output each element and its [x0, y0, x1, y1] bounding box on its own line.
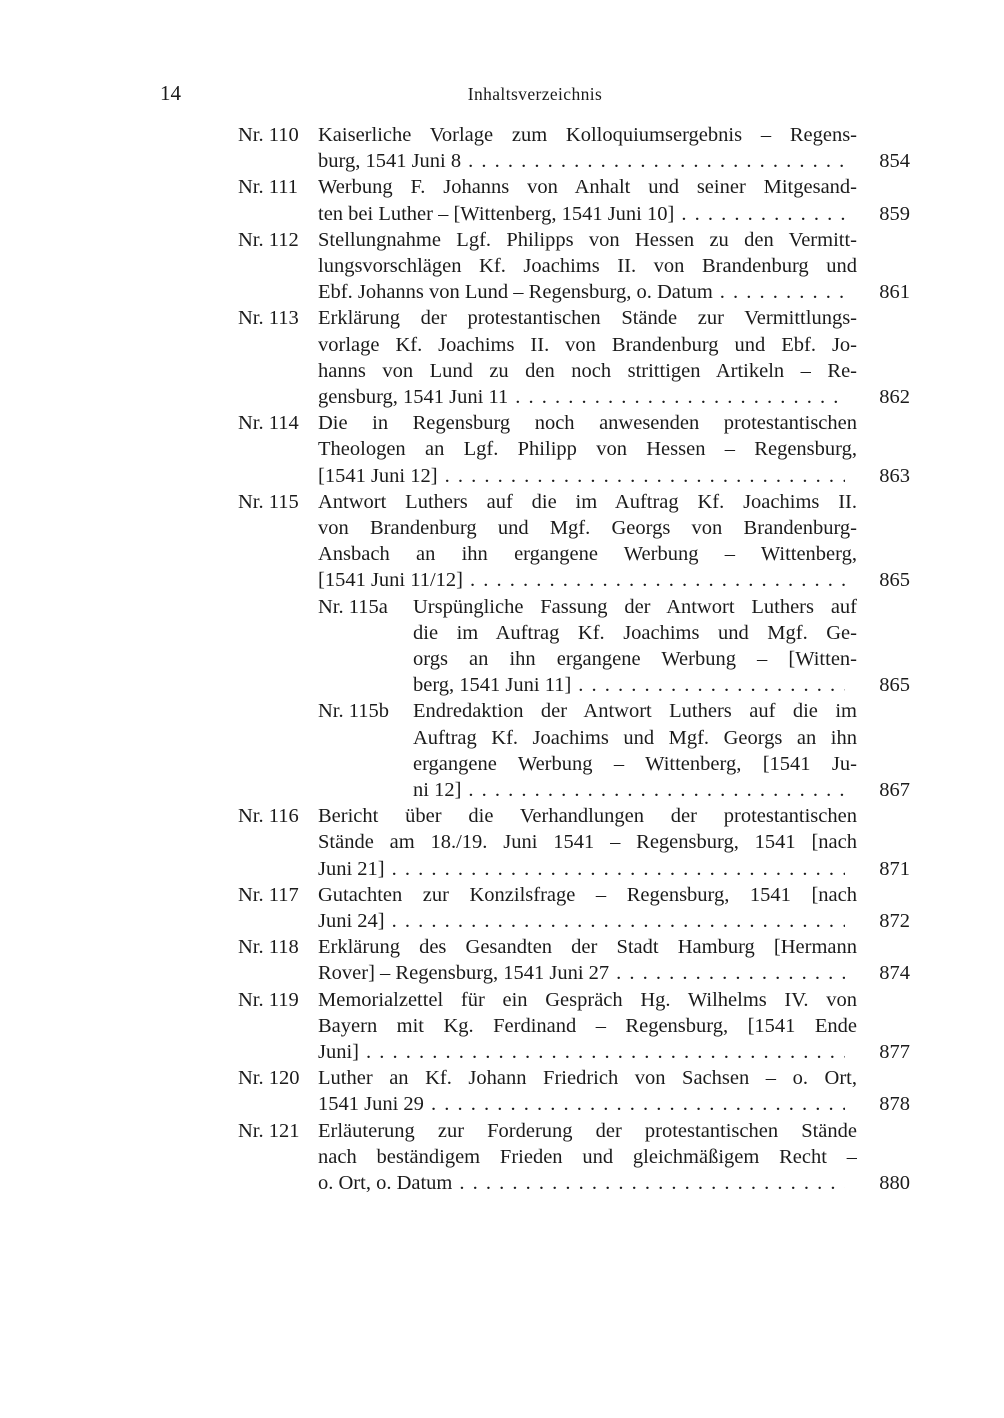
- entry-title-text: [1541 Juni 11/12]: [318, 569, 464, 592]
- toc-entry-line: [238, 410, 910, 436]
- toc-entry-line: [238, 829, 910, 855]
- toc-entry: [160, 122, 910, 174]
- toc-entry-line: [238, 305, 910, 331]
- toc-entry-line: [238, 201, 910, 227]
- entry-title-text: Ansbach an ihn ergangene Werbung – Wittenberg,: [318, 543, 857, 566]
- running-head: [160, 80, 910, 122]
- toc-entry-line: [238, 908, 910, 934]
- entry-number: Nr. 115: [238, 490, 299, 513]
- entry-page-ref: 880: [879, 1171, 910, 1194]
- entry-title-text: berg, 1541 Juni 11]: [413, 674, 572, 697]
- dot-leader: [578, 672, 845, 698]
- toc-entry: [160, 594, 910, 699]
- toc-entry: [160, 698, 910, 803]
- dot-leader: [720, 279, 845, 305]
- toc-entry-line: [238, 384, 910, 410]
- entry-title-text: o. Ort, o. Datum: [318, 1171, 453, 1194]
- toc-entry-line: [238, 279, 910, 305]
- entry-title-text: Urspüngliche Fassung der Antwort Luthers auf: [413, 595, 857, 618]
- entry-title-text: Bericht über die Verhandlungen der protestantischen: [318, 805, 857, 828]
- entry-page-ref: 862: [879, 385, 910, 408]
- entry-title-text: [1541 Juni 12]: [318, 464, 438, 487]
- entry-title-text: Juni]: [318, 1040, 359, 1063]
- entry-title-text: ten bei Luther – [Wittenberg, 1541 Juni 10]: [318, 202, 675, 225]
- entry-title-text: 1541 Juni 29: [318, 1093, 424, 1116]
- toc-entry-line: [238, 227, 910, 253]
- toc-entry-line: [238, 960, 910, 986]
- toc-entry-line: [318, 777, 910, 803]
- entry-title-text: Ebf. Johanns von Lund – Regensburg, o. Datum: [318, 281, 713, 304]
- entry-number: Nr. 121: [238, 1119, 300, 1142]
- entry-number: Nr. 113: [238, 307, 299, 330]
- entry-title-text: die im Auftrag Kf. Joachims und Mgf. Ge-: [413, 621, 857, 644]
- entry-title-text: Gutachten zur Konzilsfrage – Regensburg, 1541 [nach: [318, 883, 857, 906]
- toc-entry: [160, 174, 910, 226]
- entry-title-text: lungsvorschlägen Kf. Joachims II. von Brandenburg und: [318, 255, 857, 278]
- entry-number: Nr. 118: [238, 936, 299, 959]
- toc-entry-line: [318, 698, 910, 724]
- page-title: Inhaltsverzeichnis: [467, 84, 603, 104]
- toc-entry-line: [238, 174, 910, 200]
- toc-entry: [160, 934, 910, 986]
- toc-entry-line: [238, 1039, 910, 1065]
- entry-title-text: Erklärung des Gesandten der Stadt Hamburg [Hermann: [318, 936, 857, 959]
- toc-entry-line: [318, 646, 910, 672]
- dot-leader: [470, 567, 845, 593]
- entry-title-text: Kaiserliche Vorlage zum Kolloquiumsergebnis – Regens-: [318, 124, 857, 146]
- dot-leader: [445, 463, 845, 489]
- toc-entry-line: [238, 358, 910, 384]
- toc-entry-line: [238, 148, 910, 174]
- dot-leader: [616, 960, 845, 986]
- toc-entry-line: [238, 436, 910, 462]
- entry-page-ref: 861: [879, 281, 910, 304]
- toc-entry-line: [238, 1065, 910, 1091]
- entry-number: Nr. 111: [238, 176, 298, 199]
- entry-page-ref: 859: [879, 202, 910, 225]
- entry-number: Nr. 120: [238, 1067, 300, 1090]
- toc-entry-line: [318, 751, 910, 777]
- dot-leader: [515, 384, 845, 410]
- entry-number: Nr. 115b: [318, 700, 389, 723]
- toc-entry: [160, 1118, 910, 1197]
- entry-title-text: Auftrag Kf. Joachims und Mgf. Georgs an ihn: [413, 726, 857, 749]
- table-of-contents: [160, 122, 910, 1196]
- entry-title-text: ergangene Werbung – Wittenberg, [1541 Ju-: [413, 752, 857, 775]
- toc-entry: [160, 410, 910, 489]
- entry-number: Nr. 115a: [318, 595, 388, 618]
- dot-leader: [366, 1039, 845, 1065]
- toc-entry: [160, 305, 910, 410]
- toc-entry-line: [238, 1091, 910, 1117]
- entry-title-text: Juni 24]: [318, 909, 385, 932]
- dot-leader: [459, 1170, 845, 1196]
- entry-title-text: Stände am 18./19. Juni 1541 – Regensburg, 1541 [nach: [318, 831, 857, 854]
- toc-entry-line: [238, 463, 910, 489]
- toc-entry-line: [238, 987, 910, 1013]
- folio-page-number: 14: [160, 81, 181, 105]
- entry-title-text: Luther an Kf. Johann Friedrich von Sachsen – o. Ort,: [318, 1067, 857, 1090]
- entry-page-ref: 854: [879, 150, 910, 173]
- entry-number: Nr. 112: [238, 228, 299, 251]
- toc-entry-line: [318, 725, 910, 751]
- entry-title-text: Endredaktion der Antwort Luthers auf die im: [413, 700, 857, 723]
- dot-leader: [468, 777, 845, 803]
- dot-leader: [681, 201, 845, 227]
- toc-entry-line: [318, 620, 910, 646]
- toc-entry: [160, 803, 910, 882]
- entry-title-text: ni 12]: [413, 778, 462, 801]
- toc-entry: [160, 489, 910, 594]
- entry-number: Nr. 117: [238, 883, 299, 906]
- toc-entry-line: [238, 489, 910, 515]
- toc-entry-line: [238, 882, 910, 908]
- entry-title-text: Erklärung der protestantischen Stände zur Vermittlungs-: [318, 307, 857, 330]
- dot-leader: [431, 1091, 845, 1117]
- entry-title-text: von Brandenburg und Mgf. Georgs von Brandenburg-: [318, 516, 857, 539]
- entry-page-ref: 871: [879, 857, 910, 880]
- toc-entry: [160, 987, 910, 1066]
- entry-title-text: Erläuterung zur Forderung der protestantischen Stände: [318, 1119, 857, 1142]
- toc-entry-line: [238, 515, 910, 541]
- toc-entry-line: [238, 1144, 910, 1170]
- toc-entry-line: [238, 1170, 910, 1196]
- toc-entry-line: [238, 567, 910, 593]
- entry-page-ref: 865: [879, 569, 910, 592]
- entry-page-ref: 878: [879, 1093, 910, 1116]
- entry-title-text: gensburg, 1541 Juni 11: [318, 385, 509, 408]
- entry-title-text: vorlage Kf. Joachims II. von Brandenburg und Ebf. Jo-: [318, 333, 857, 356]
- toc-entry-line: [238, 803, 910, 829]
- entry-title-text: Bayern mit Kg. Ferdinand – Regensburg, [1541 Ende: [318, 1014, 857, 1037]
- entry-title-text: nach beständigem Frieden und gleichmäßigem Recht –: [318, 1145, 857, 1168]
- entry-number: Nr. 116: [238, 805, 299, 828]
- entry-page-ref: 863: [879, 464, 910, 487]
- toc-entry: [160, 1065, 910, 1117]
- dot-leader: [468, 148, 845, 174]
- entry-title-text: Rover] – Regensburg, 1541 Juni 27: [318, 962, 610, 985]
- toc-entry: [160, 227, 910, 306]
- entry-title-text: hanns von Lund zu den noch strittigen Artikeln – Re-: [318, 359, 857, 382]
- entry-title-text: Memorialzettel für ein Gespräch Hg. Wilhelms IV. von: [318, 988, 857, 1011]
- entry-title-text: Theologen an Lgf. Philipp von Hessen – Regensburg,: [318, 438, 857, 461]
- entry-title-text: Die in Regensburg noch anwesenden protestantischen: [318, 412, 857, 435]
- entry-title-text: Stellungnahme Lgf. Philipps von Hessen zu den Vermitt-: [318, 228, 857, 251]
- entry-title-text: Antwort Luthers auf die im Auftrag Kf. Joachims II.: [318, 490, 857, 513]
- toc-entry-line: [238, 332, 910, 358]
- entry-title-text: Werbung F. Johanns von Anhalt und seiner Mitgesand-: [318, 176, 857, 199]
- toc-entry-line: [238, 856, 910, 882]
- toc-entry-line: [238, 1013, 910, 1039]
- toc-entry-line: [318, 594, 910, 620]
- entry-title-text: orgs an ihn ergangene Werbung – [Witten-: [413, 647, 857, 670]
- type-area: [160, 80, 910, 1196]
- entry-page-ref: 872: [879, 909, 910, 932]
- toc-entry-line: [238, 1118, 910, 1144]
- entry-page-ref: 867: [879, 778, 910, 801]
- entry-number: Nr. 119: [238, 988, 299, 1011]
- entry-page-ref: 865: [879, 674, 910, 697]
- entry-title-text: Juni 21]: [318, 857, 385, 880]
- toc-entry-line: [238, 253, 910, 279]
- dot-leader: [392, 856, 845, 882]
- toc-entry: [160, 882, 910, 934]
- entry-title-text: burg, 1541 Juni 8: [318, 150, 462, 173]
- toc-entry-line: [238, 122, 910, 148]
- entry-page-ref: 874: [879, 962, 910, 985]
- toc-entry-line: [238, 934, 910, 960]
- entry-number: Nr. 110: [238, 124, 299, 146]
- toc-entry-line: [318, 672, 910, 698]
- toc-entry-line: [238, 541, 910, 567]
- dot-leader: [392, 908, 845, 934]
- entry-page-ref: 877: [879, 1040, 910, 1063]
- entry-number: Nr. 114: [238, 412, 299, 435]
